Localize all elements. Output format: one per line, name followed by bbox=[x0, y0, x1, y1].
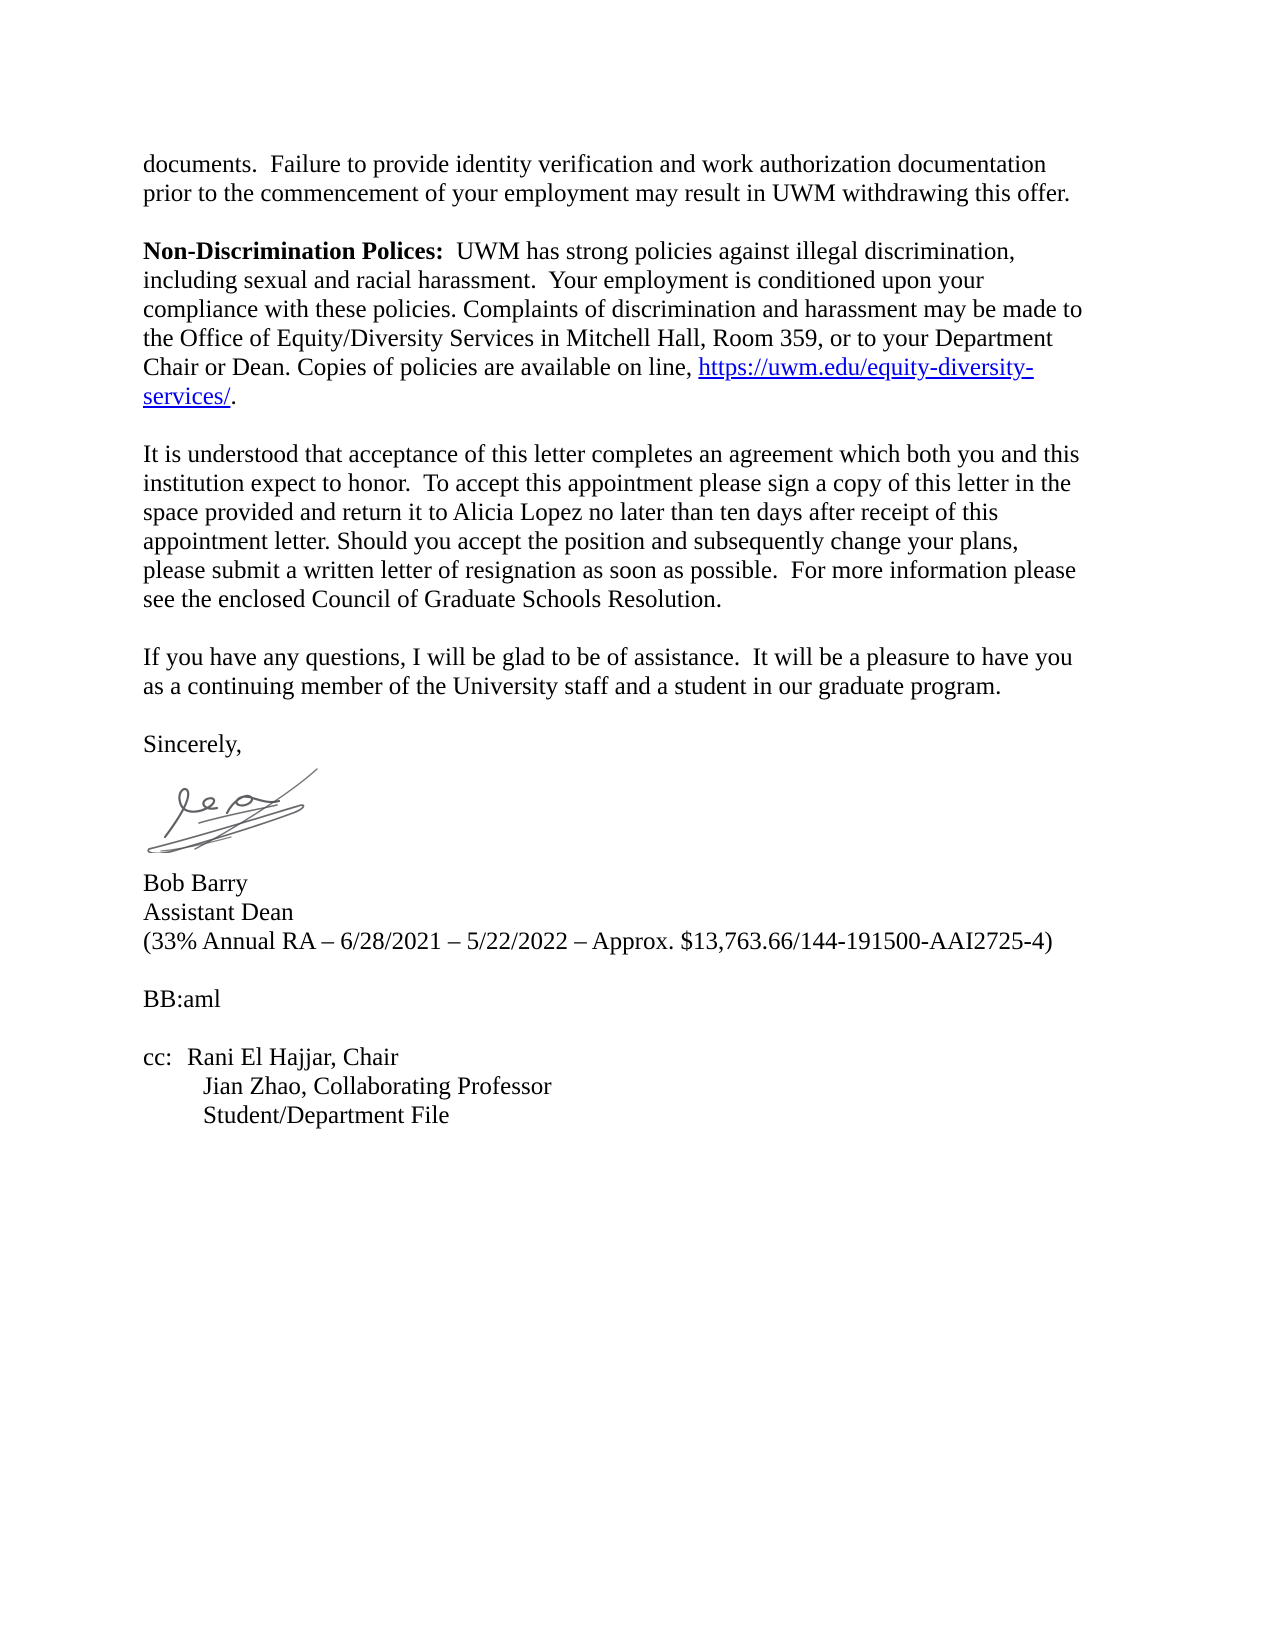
cc-item: Rani El Hajjar, Chair bbox=[187, 1044, 399, 1071]
typist-initials: BB:aml bbox=[143, 986, 221, 1013]
cc-item: Student/Department File bbox=[203, 1102, 450, 1129]
paragraph-acceptance: It is understood that acceptance of this letter completes an agreement which both you and this institution expect to honor. To accept this appointment please sign a copy of this letter in the space provided and return it to Alicia Lopez no later than ten days after receipt of this appointment letter. Should you accept the position and subsequently change your plans, please submit a written letter of resignation as soon as possible. For more information please see the enclosed Council of Graduate Schools Resolution. bbox=[143, 441, 1086, 613]
signature-image bbox=[143, 765, 353, 853]
signer-block bbox=[143, 869, 1083, 956]
signer-title: Assistant Dean bbox=[143, 899, 294, 926]
paragraph-questions: If you have any questions, I will be glad to be of assistance. It will be a pleasure to have you as a continuing member of the University staff and a student in our graduate program. bbox=[143, 644, 1079, 700]
appointment-note: (33% Annual RA – 6/28/2021 – 5/22/2022 – Approx. $13,763.66/144-191500-AAI2725-4) bbox=[143, 928, 1053, 955]
cc-item: Jian Zhao, Collaborating Professor bbox=[203, 1073, 552, 1100]
non-discrimination-period: . bbox=[230, 383, 237, 410]
cc-block bbox=[143, 1043, 1083, 1130]
letter-body bbox=[143, 150, 1089, 1130]
signer-name: Bob Barry bbox=[143, 870, 248, 897]
paragraph-continuation: documents. Failure to provide identity verification and work authorization documentation prior to the commencement of your employment may result in UWM withdrawing this offer. bbox=[143, 151, 1071, 207]
cc-label: cc: bbox=[143, 1044, 173, 1071]
paragraph-non-discrimination bbox=[143, 237, 1089, 411]
non-discrimination-heading: Non-Discrimination Polices: bbox=[143, 238, 444, 265]
closing-salutation: Sincerely, bbox=[143, 731, 243, 758]
cc-line bbox=[143, 1043, 1083, 1072]
non-discrimination-text: UWM has strong policies against illegal discrimination, including sexual and racial harassment. Your employment is conditioned upon your compliance with these policies. Complaints of discrimination and harassment may be made to the Office of Equity/Diversity Services in Mitchell Hall, Room 359, or to your Department Chair or Dean. Copies of policies are available on line, bbox=[143, 238, 1089, 381]
equity-diversity-services-link[interactable]: https://uwm.edu/equity-diversity-services/ bbox=[143, 354, 1034, 410]
